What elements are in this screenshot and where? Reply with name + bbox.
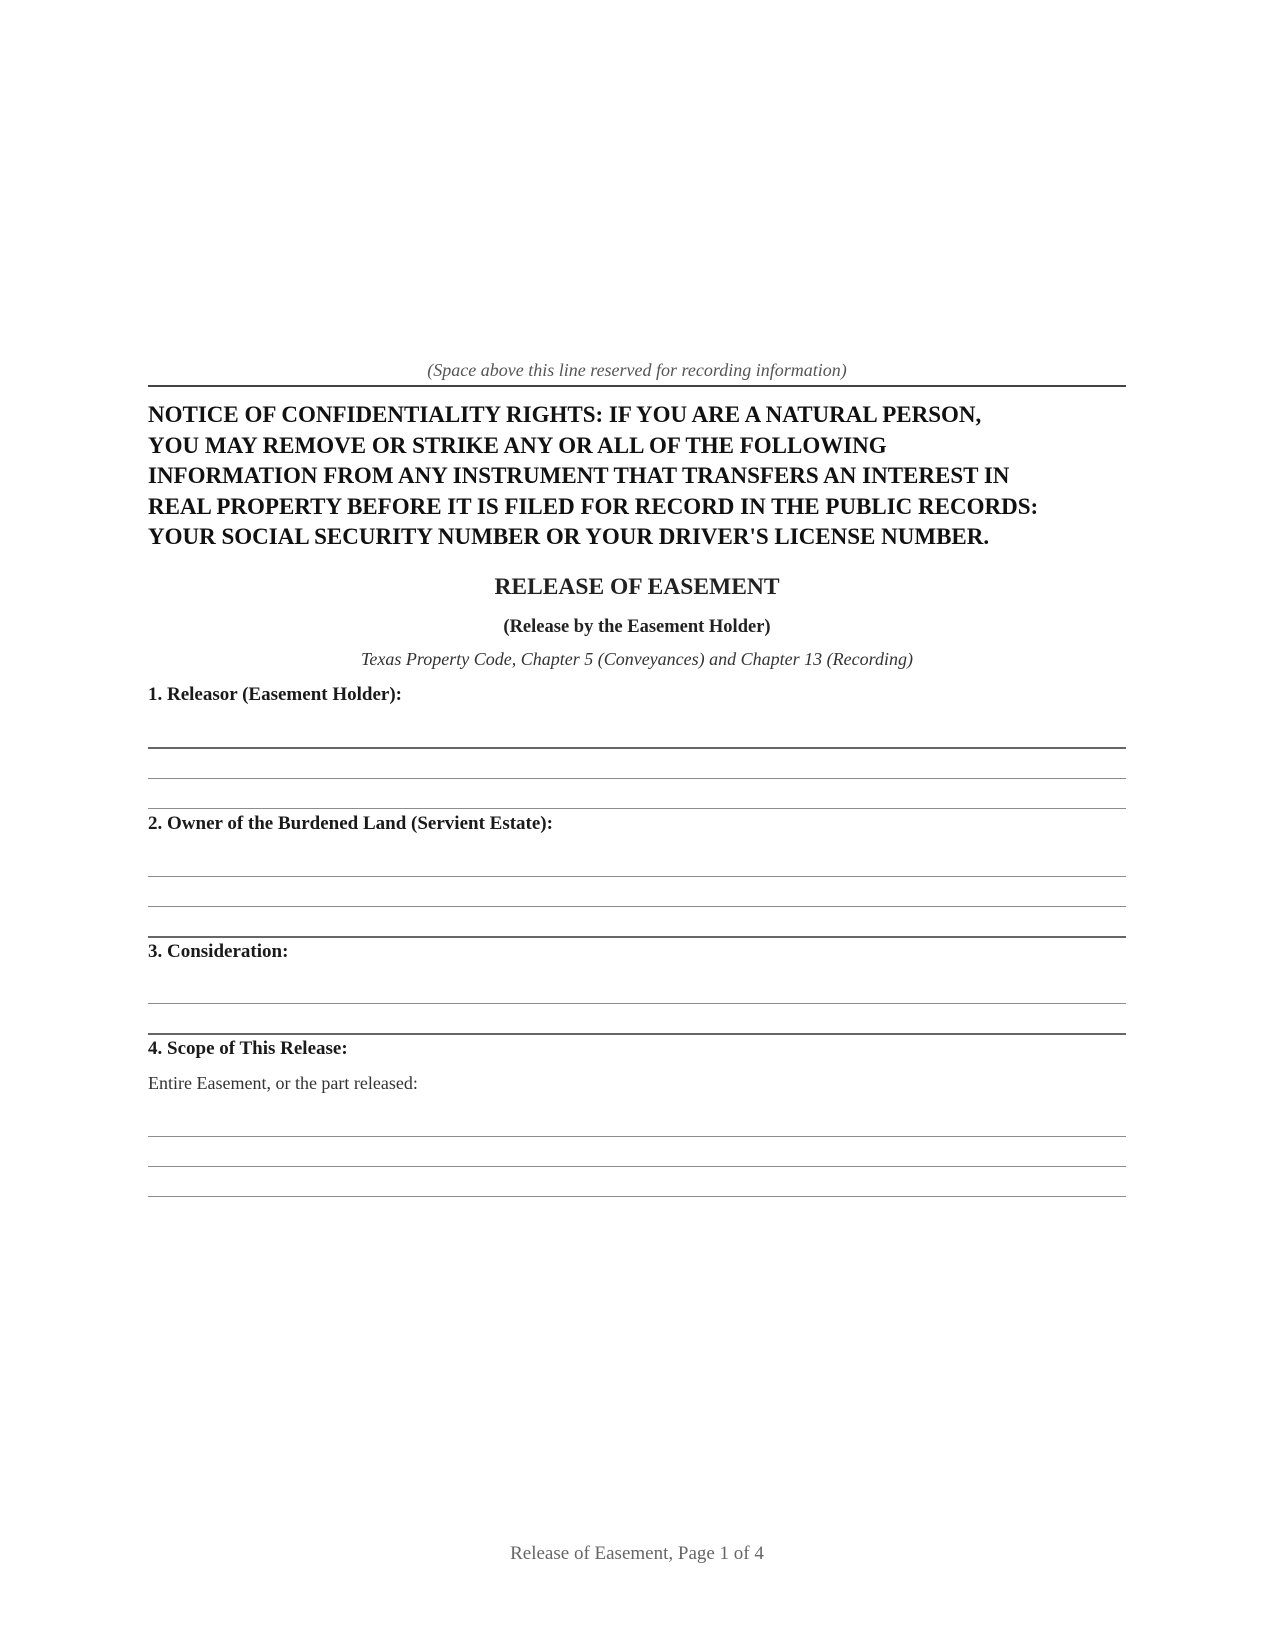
- section-owner-label: 2. Owner of the Burdened Land (Servient Estate):: [148, 813, 553, 834]
- page-footer: Release of Easement, Page 1 of 4: [510, 1543, 764, 1564]
- blank-line[interactable]: [148, 1136, 1126, 1137]
- recording-divider: [148, 385, 1126, 387]
- confidentiality-notice: [148, 400, 1138, 553]
- blank-line[interactable]: [148, 1033, 1126, 1035]
- notice-line: REAL PROPERTY BEFORE IT IS FILED FOR RECORD IN THE PUBLIC RECORDS:: [148, 493, 1039, 519]
- notice-line: YOU MAY REMOVE OR STRIKE ANY OR ALL OF THE FOLLOWING: [148, 432, 887, 458]
- blank-line[interactable]: [148, 808, 1126, 809]
- document-subtitle: (Release by the Easement Holder): [503, 617, 771, 637]
- notice-line: INFORMATION FROM ANY INSTRUMENT THAT TRANSFERS AN INTEREST IN: [148, 463, 1010, 488]
- blank-line[interactable]: [148, 778, 1126, 779]
- section-scope-prompt: Entire Easement, or the part released:: [148, 1073, 418, 1093]
- document-title: RELEASE OF EASEMENT: [494, 574, 780, 600]
- notice-line: NOTICE OF CONFIDENTIALITY RIGHTS: IF YOU ARE A NATURAL PERSON,: [148, 402, 982, 427]
- blank-line[interactable]: [148, 1196, 1126, 1197]
- blank-line[interactable]: [148, 906, 1126, 907]
- blank-line[interactable]: [148, 936, 1126, 938]
- section-releasor-label: 1. Releasor (Easement Holder):: [148, 684, 402, 705]
- section-consideration-label: 3. Consideration:: [148, 941, 289, 962]
- blank-line[interactable]: [148, 1166, 1126, 1167]
- notice-line: YOUR SOCIAL SECURITY NUMBER OR YOUR DRIVER'S LICENSE NUMBER.: [148, 524, 990, 549]
- blank-line[interactable]: [148, 876, 1126, 877]
- statute-reference: Texas Property Code, Chapter 5 (Conveyances) and Chapter 13 (Recording): [361, 649, 913, 669]
- recording-space-note: (Space above this line reserved for recording information): [427, 360, 847, 380]
- section-scope-label: 4. Scope of This Release:: [148, 1038, 348, 1059]
- blank-line[interactable]: [148, 747, 1126, 749]
- blank-line[interactable]: [148, 1003, 1126, 1004]
